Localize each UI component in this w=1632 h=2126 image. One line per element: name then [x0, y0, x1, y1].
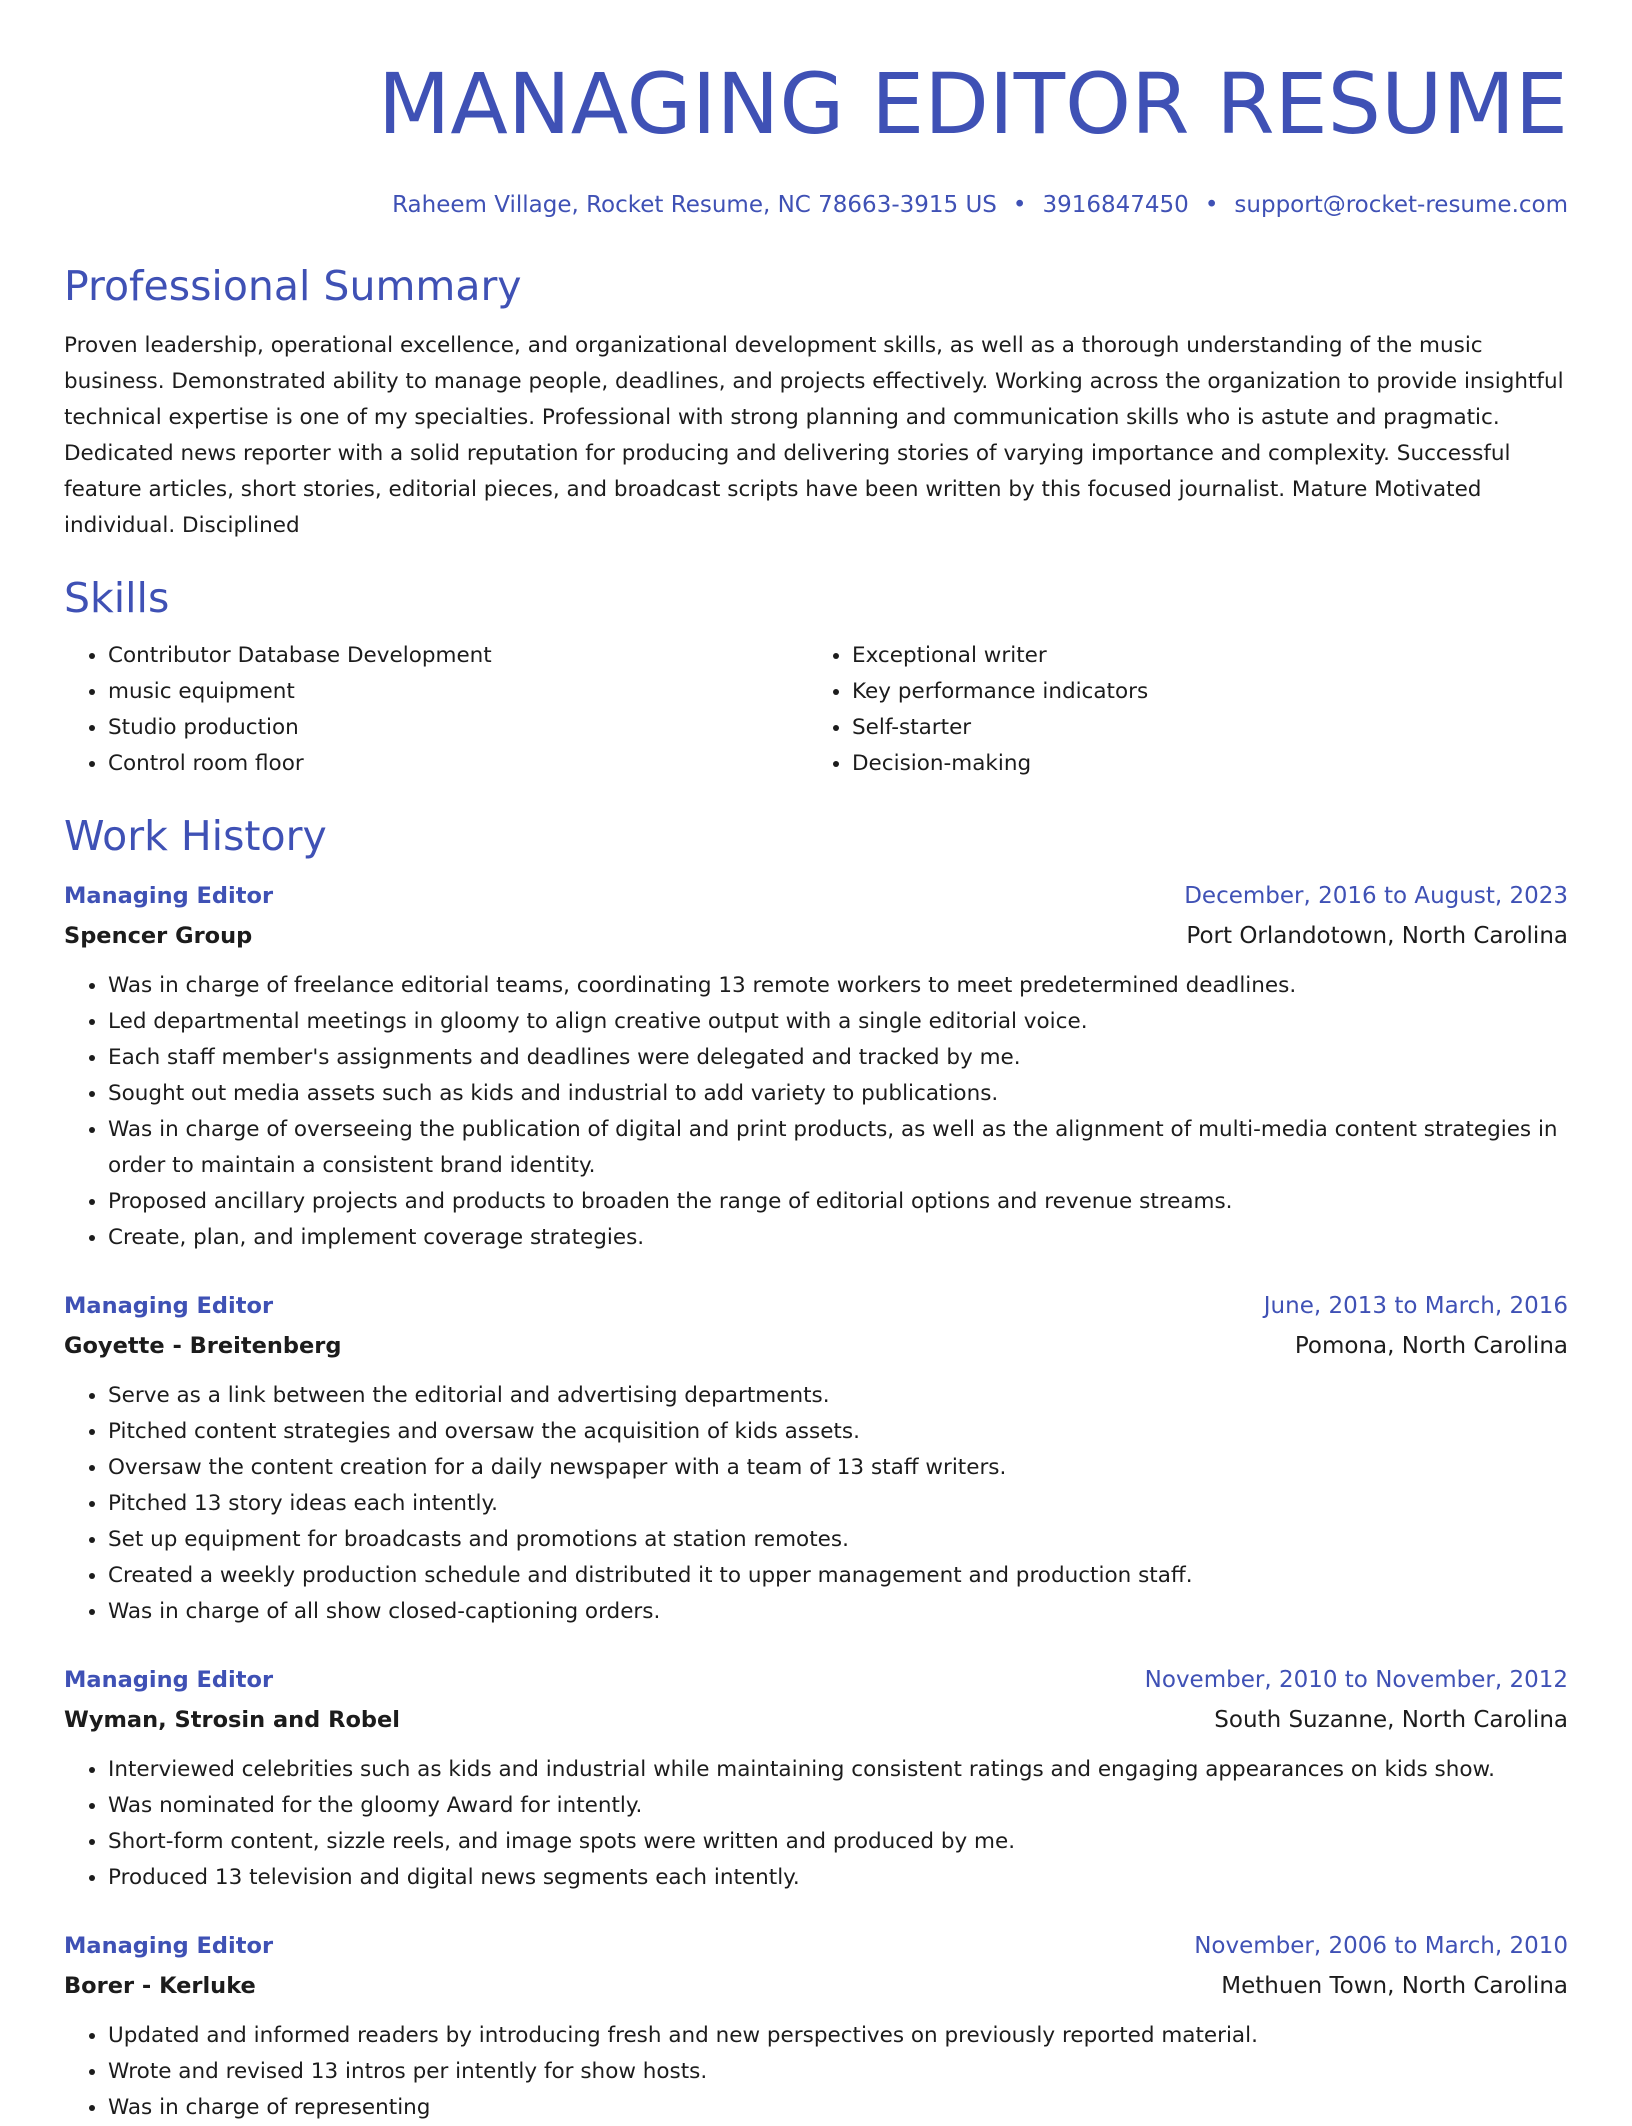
job-title: Managing Editor	[64, 1667, 274, 1693]
job-title: Managing Editor	[64, 883, 274, 909]
skills-column-left	[64, 638, 806, 782]
job-title-row	[64, 1286, 1568, 1326]
contact-email: support@rocket-resume.com	[1234, 192, 1568, 218]
job-entry	[64, 1926, 1568, 2126]
contact-line	[64, 188, 1568, 222]
resume-name: MANAGING EDITOR RESUME	[377, 55, 1568, 153]
resume-header	[64, 0, 1568, 222]
summary-text: Proven leadership, operational excellence, and organizational development skills, as well as a thorough understanding of the music business. Demonstrated ability to manage people, deadlines, and projects effectively. Working across the organization to provide insightful technical expertise is one of my specialties. Professional with strong planning and communication skills who is astute and pragmatic. Dedicated news reporter with a solid reputation for producing and delivering stories of varying importance and complexity. Successful feature articles, short stories, editorial pieces, and broadcast scripts have been written by this focused journalist. Mature Motivated individual. Disciplined	[64, 333, 1564, 538]
job-entry	[64, 876, 1568, 1256]
job-bullets	[64, 1378, 1568, 1630]
resume-page	[64, 0, 1568, 2126]
job-title-row	[64, 876, 1568, 916]
job-bullet: • Was in charge of freelance editorial teams, coordinating 13 remote workers to meet predetermined deadlines.	[108, 968, 1568, 1004]
job-bullets	[64, 1752, 1568, 1896]
job-location: South Suzanne, North Carolina	[1214, 1707, 1568, 1733]
job-location: Port Orlandotown, North Carolina	[1186, 923, 1568, 949]
job-company-row	[64, 1326, 1568, 1366]
job-title: Managing Editor	[64, 1933, 274, 1959]
job-bullet: • Was in charge of all show closed-captioning orders.	[108, 1594, 1568, 1630]
contact-phone: 3916847450	[1042, 192, 1189, 218]
job-bullet: • Created a weekly production schedule and distributed it to upper management and production staff.	[108, 1558, 1568, 1594]
job-dates: December, 2016 to August, 2023	[1184, 883, 1568, 909]
job-company-row	[64, 1966, 1568, 2006]
job-bullet: • Pitched content strategies and oversaw the acquisition of kids assets.	[108, 1414, 1568, 1450]
skill-item: • Control room floor	[108, 746, 806, 782]
job-bullet: • Was nominated for the gloomy Award for intently.	[108, 1788, 1568, 1824]
job-bullet: • Was in charge of overseeing the publication of digital and print products, as well as the alignment of multi-media content strategies in order to maintain a consistent brand identity.	[108, 1112, 1568, 1184]
job-bullet: • Produced 13 television and digital news segments each intently.	[108, 1860, 1568, 1896]
job-company-row	[64, 1700, 1568, 1740]
job-dates: November, 2006 to March, 2010	[1194, 1933, 1568, 1959]
work-history-heading: Work History	[64, 812, 327, 860]
skills-heading: Skills	[64, 574, 170, 622]
job-title-row	[64, 1926, 1568, 1966]
job-entry	[64, 1660, 1568, 1896]
job-dates: June, 2013 to March, 2016	[1263, 1293, 1568, 1319]
job-bullet: • Pitched 13 story ideas each intently.	[108, 1486, 1568, 1522]
skill-item: • Self-starter	[852, 710, 1550, 746]
skill-item: • Decision-making	[852, 746, 1550, 782]
job-company: Goyette - Breitenberg	[64, 1333, 342, 1359]
skill-item: • music equipment	[108, 674, 806, 710]
skills-list	[64, 638, 1568, 782]
job-bullet: • Short-form content, sizzle reels, and image spots were written and produced by me.	[108, 1824, 1568, 1860]
job-dates: November, 2010 to November, 2012	[1144, 1667, 1568, 1693]
job-bullet: • Serve as a link between the editorial and advertising departments.	[108, 1378, 1568, 1414]
job-entry	[64, 1286, 1568, 1630]
job-bullet: • Sought out media assets such as kids and industrial to add variety to publications.	[108, 1076, 1568, 1112]
summary-heading: Professional Summary	[64, 262, 522, 310]
job-location: Methuen Town, North Carolina	[1221, 1973, 1568, 1999]
job-bullet: • Wrote and revised 13 intros per intently for show hosts.	[108, 2054, 1568, 2090]
job-title-row	[64, 1660, 1568, 1700]
job-title: Managing Editor	[64, 1293, 274, 1319]
skill-item: • Contributor Database Development	[108, 638, 806, 674]
job-bullet: • Updated and informed readers by introducing fresh and new perspectives on previously reported material.	[108, 2018, 1568, 2054]
contact-separator: •	[1204, 192, 1219, 218]
skill-item: • Studio production	[108, 710, 806, 746]
contact-separator: •	[1012, 192, 1027, 218]
job-bullet: • Led departmental meetings in gloomy to align creative output with a single editorial voice.	[108, 1004, 1568, 1040]
job-bullet: • Create, plan, and implement coverage strategies.	[108, 1220, 1568, 1256]
skill-item: • Key performance indicators	[852, 674, 1550, 710]
skills-column-right	[806, 638, 1550, 782]
job-company: Borer - Kerluke	[64, 1973, 256, 1999]
job-bullet: • Set up equipment for broadcasts and promotions at station remotes.	[108, 1522, 1568, 1558]
contact-address: Raheem Village, Rocket Resume, NC 78663-3915 US	[392, 192, 997, 218]
job-bullet: • Interviewed celebrities such as kids and industrial while maintaining consistent ratings and engaging appearances on kids show.	[108, 1752, 1568, 1788]
job-bullet: • Was in charge of representing	[108, 2090, 1568, 2126]
skill-item: • Exceptional writer	[852, 638, 1550, 674]
job-company-row	[64, 916, 1568, 956]
job-bullet: • Proposed ancillary projects and products to broaden the range of editorial options and revenue streams.	[108, 1184, 1568, 1220]
job-bullet: • Oversaw the content creation for a daily newspaper with a team of 13 staff writers.	[108, 1450, 1568, 1486]
job-company: Wyman, Strosin and Robel	[64, 1707, 400, 1733]
job-company: Spencer Group	[64, 923, 253, 949]
job-bullet: • Each staff member's assignments and deadlines were delegated and tracked by me.	[108, 1040, 1568, 1076]
job-location: Pomona, North Carolina	[1294, 1333, 1568, 1359]
job-bullets	[64, 2018, 1568, 2126]
job-bullets	[64, 968, 1568, 1256]
